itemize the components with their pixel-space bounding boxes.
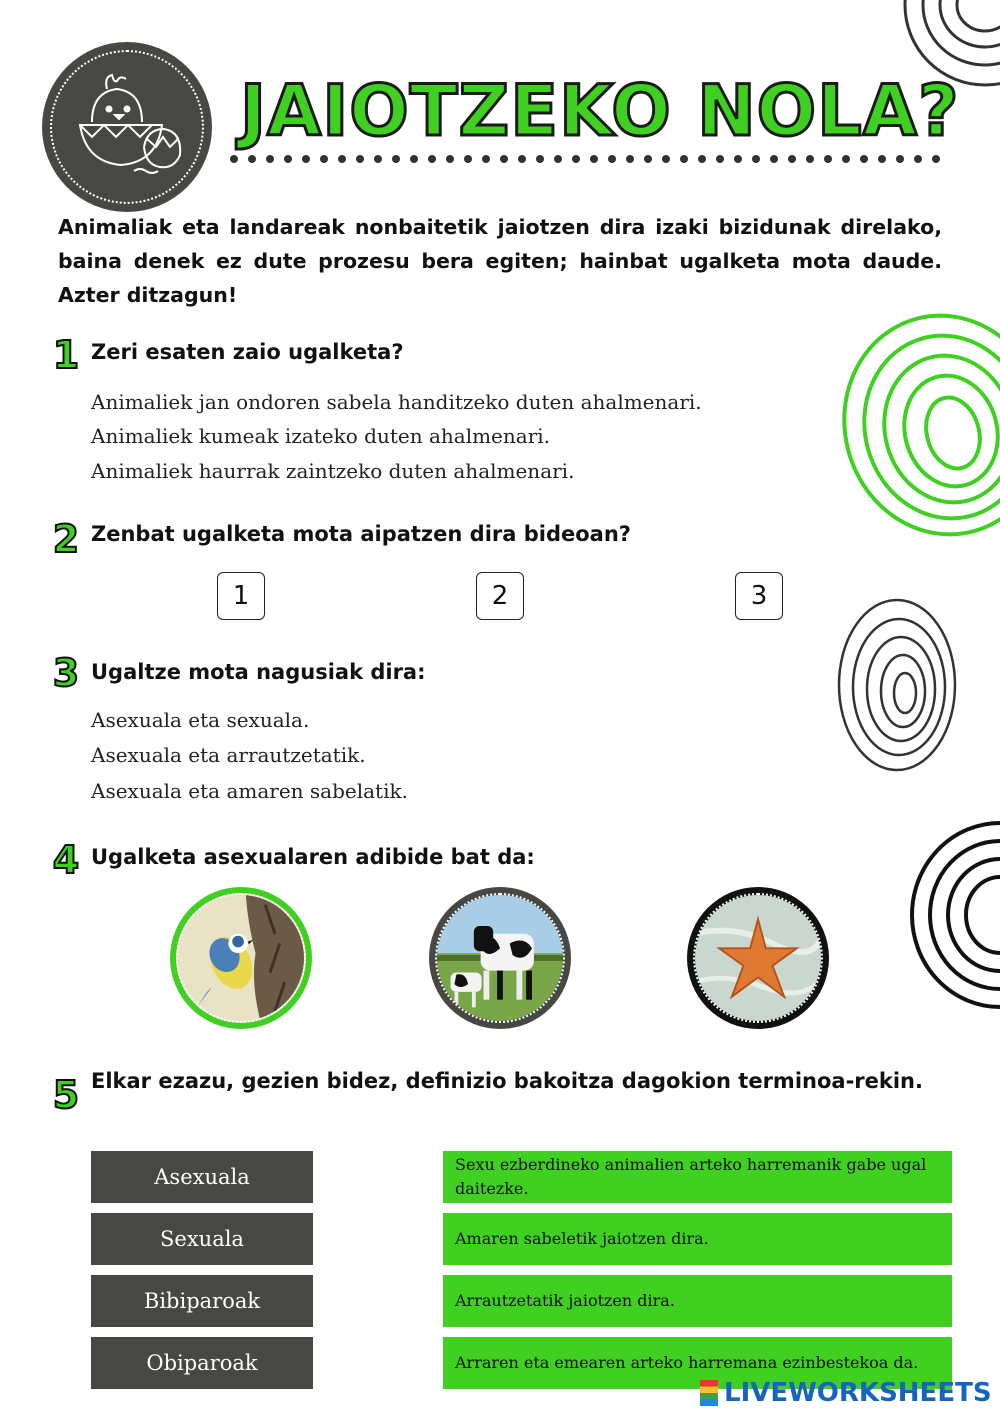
term-asexuala[interactable]: Asexuala — [91, 1151, 313, 1203]
term-bibiparoak[interactable]: Bibiparoak — [91, 1275, 313, 1327]
divider-dot — [356, 155, 364, 163]
term-sexuala[interactable]: Sexuala — [91, 1213, 313, 1265]
definition-4[interactable]: Arraren eta emearen arteko harremana ezinbestekoa da. — [443, 1337, 952, 1389]
divider-dot — [464, 155, 472, 163]
divider-dot — [878, 155, 886, 163]
divider-dot — [446, 155, 454, 163]
divider-dot — [428, 155, 436, 163]
divider-dot — [482, 155, 490, 163]
q3-option-2[interactable]: Asexuala eta arrautzetatik. — [91, 743, 366, 767]
divider-dot — [806, 155, 814, 163]
divider-dot — [716, 155, 724, 163]
definition-1[interactable]: Sexu ezberdineko animalien arteko harremanik gabe ugal daitezke. — [443, 1151, 952, 1203]
liveworksheets-logo-icon — [700, 1380, 718, 1406]
decor-spiral-green — [835, 305, 1000, 545]
divider-dot — [392, 155, 400, 163]
definition-2[interactable]: Amaren sabeletik jaiotzen dira. — [443, 1213, 952, 1265]
q4-option-starfish[interactable] — [687, 887, 829, 1029]
divider-dot — [860, 155, 868, 163]
divider-dot — [374, 155, 382, 163]
question-1-number: 1 — [52, 333, 80, 377]
divider-dot — [320, 155, 328, 163]
divider-dot — [644, 155, 652, 163]
definition-3[interactable]: Arrautzetatik jaiotzen dira. — [443, 1275, 952, 1327]
divider-dot — [518, 155, 526, 163]
question-1-text: Zeri esaten zaio ugalketa? — [91, 340, 404, 364]
q1-option-1[interactable]: Animaliek jan ondoren sabela handitzeko duten ahalmenari. — [91, 390, 702, 414]
divider-dot — [284, 155, 292, 163]
chick-logo — [42, 42, 212, 212]
divider-dot — [932, 155, 940, 163]
decor-spiral-gray — [835, 595, 960, 775]
q3-option-1[interactable]: Asexuala eta sexuala. — [91, 708, 310, 732]
divider-dot — [590, 155, 598, 163]
divider-dot — [266, 155, 274, 163]
q2-choice-2[interactable]: 2 — [476, 572, 524, 620]
divider-dot — [824, 155, 832, 163]
divider-dot — [752, 155, 760, 163]
decor-spiral-black — [905, 815, 1000, 1015]
divider-dot — [788, 155, 796, 163]
term-obiparoak[interactable]: Obiparoak — [91, 1337, 313, 1389]
intro-paragraph: Animaliak eta landareak nonbaitetik jaiotzen dira izaki bizidunak direlako, baina denek ez dute prozesu bera egiten; hainbat ugalketa mota daude. Azter ditzagun! — [58, 215, 942, 307]
q1-option-3[interactable]: Animaliek haurrak zaintzeko duten ahalmenari. — [91, 459, 575, 483]
question-2-text: Zenbat ugalketa mota aipatzen dira bideoan? — [91, 522, 631, 546]
cow-image — [437, 895, 563, 1021]
q2-choice-3[interactable]: 3 — [735, 572, 783, 620]
q3-option-3[interactable]: Asexuala eta amaren sabelatik. — [91, 779, 408, 803]
question-3-number: 3 — [52, 651, 80, 695]
question-5-text: Elkar ezazu, gezien bidez, definizio bakoitza dagokion terminoa-rekin. — [91, 1069, 923, 1093]
divider-dot — [338, 155, 346, 163]
divider-dot — [896, 155, 904, 163]
divider-dot — [698, 155, 706, 163]
liveworksheets-text: LIVEWORKSHEETS — [724, 1378, 992, 1408]
question-2-number: 2 — [52, 517, 80, 561]
chick-egg-icon — [62, 67, 192, 187]
starfish-image — [695, 895, 821, 1021]
divider-dot — [230, 155, 238, 163]
divider-dot — [554, 155, 562, 163]
title-dotted-divider — [228, 153, 948, 165]
divider-dot — [248, 155, 256, 163]
divider-dot — [572, 155, 580, 163]
question-4-text: Ugalketa asexualaren adibide bat da: — [91, 845, 535, 869]
q4-option-bird[interactable] — [170, 887, 312, 1029]
divider-dot — [500, 155, 508, 163]
divider-dot — [410, 155, 418, 163]
divider-dot — [734, 155, 742, 163]
q1-option-2[interactable]: Animaliek kumeak izateko duten ahalmenari. — [91, 424, 551, 448]
question-3-text: Ugaltze mota nagusiak dira: — [91, 660, 426, 684]
divider-dot — [842, 155, 850, 163]
q4-option-cow[interactable] — [429, 887, 571, 1029]
question-5-number: 5 — [52, 1073, 80, 1117]
divider-dot — [770, 155, 778, 163]
divider-dot — [302, 155, 310, 163]
question-4-number: 4 — [52, 838, 80, 882]
divider-dot — [608, 155, 616, 163]
liveworksheets-watermark — [700, 1378, 992, 1408]
divider-dot — [680, 155, 688, 163]
divider-dot — [914, 155, 922, 163]
bird-image — [178, 895, 304, 1021]
page-title: JAIOTZEKO NOLA? — [240, 70, 960, 152]
q2-choice-1[interactable]: 1 — [217, 572, 265, 620]
divider-dot — [626, 155, 634, 163]
divider-dot — [536, 155, 544, 163]
divider-dot — [662, 155, 670, 163]
